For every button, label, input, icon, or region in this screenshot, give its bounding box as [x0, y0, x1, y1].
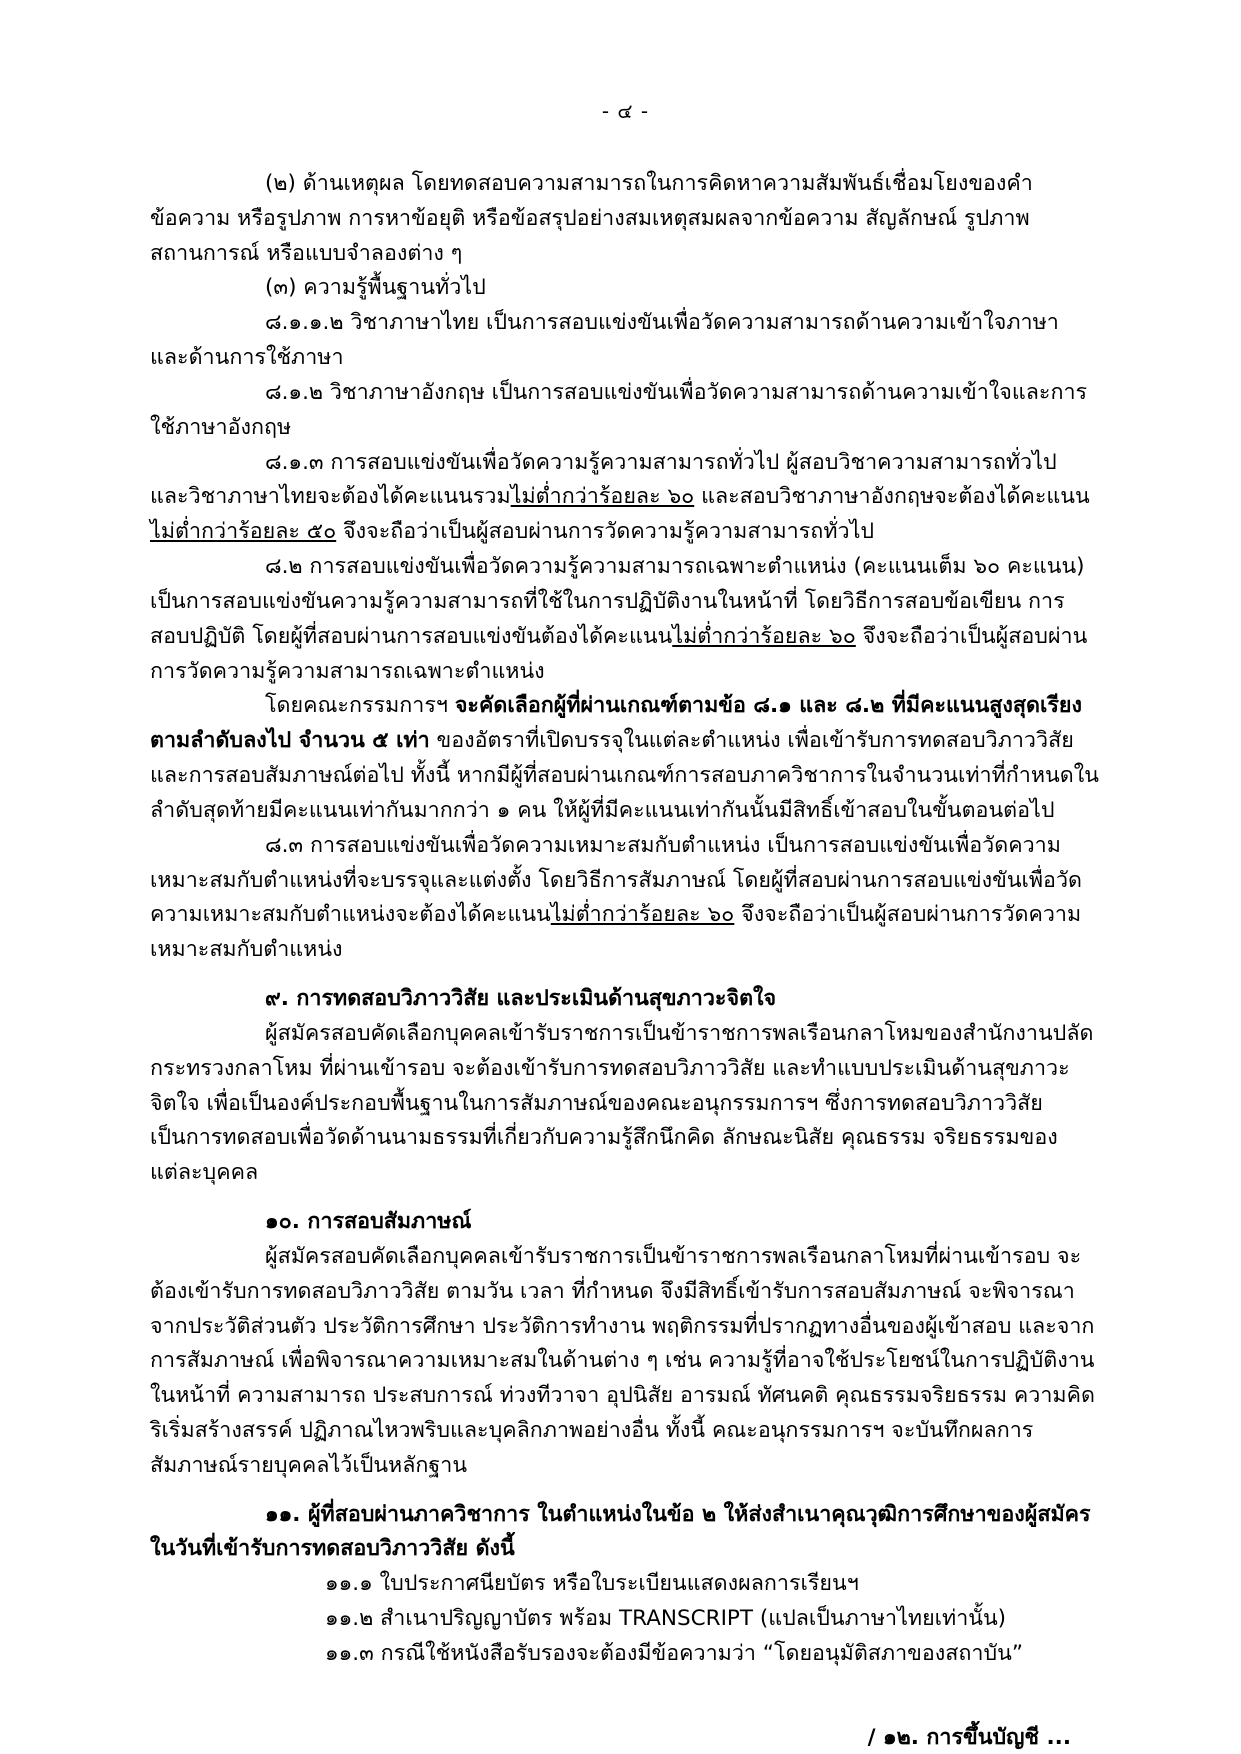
paragraph-suitability-exam: [150, 829, 1101, 968]
segment-text: ๘.๒ การสอบแข่งขันเพื่อวัดความรู้ความสามารถเฉพาะตำแหน่ง (คะแนนเต็ม ๖๐ คะแนน) เป็นการสอบแข่งขันความรู้ความสามารถที่ใช้ในการปฏิบัติงานในหน้าที่ โดยวิธีการสอบข้อเขียน การสอบปฏิบัติ โดยผู้ที่สอบผ่านการสอบแข่งขันต้องได้คะแนน: [150, 554, 1085, 649]
segment-text: ของอัตราที่เปิดบรรจุในแต่ละตำแหน่ง เพื่อเข้ารับการทดสอบวิภาววิสัยและการสอบสัมภาษณ์ต่อไป ทั้งนี้ หากมีผู้ที่สอบผ่านเกณฑ์การสอบภาควิชาการในจำนวนเท่าที่กำหนดในลำดับสุดท้ายมีคะแนนเท่ากันมากกว่า ๑ คน ให้ผู้ที่มีคะแนนเท่ากันนั้นมีสิทธิ์เข้าสอบในขั้นตอนต่อไป: [150, 728, 1099, 823]
footer-continuation-note: / ๑๒. การขึ้นบัญชี ...: [867, 1724, 1071, 1750]
paragraph-section-10-body: ผู้สมัครสอบคัดเลือกบุคคลเข้ารับราชการเป็นข้าราชการพลเรือนกลาโหมที่ผ่านเข้ารอบ จะต้องเข้ารับการทดสอบวิภาววิสัย ตามวัน เวลา ที่กำหนด จึงมีสิทธิ์เข้ารับการสอบสัมภาษณ์ จะพิจารณาจากประวัติส่วนตัว ประวัติการศึกษา ประวัติการทำงาน พฤติกรรมที่ปรากฏทางอื่นของผู้เข้าสอบ และจากการสัมภาษณ์ เพื่อพิจารณาความเหมาะสมในด้านต่าง ๆ เช่น ความรู้ที่อาจใช้ประโยชน์ในการปฏิบัติงานในหน้าที่ ความสามารถ ประสบการณ์ ท่วงทีวาจา อุปนิสัย อารมณ์ ทัศนคติ คุณธรรมจริยธรรม ความคิดริเริ่มสร้างสรรค์ ปฏิภาณไหวพริบและบุคลิกภาพอย่างอื่น ทั้งนี้ คณะอนุกรรมการฯ จะบันทึกผลการสัมภาษณ์รายบุคคลไว้เป็นหลักฐาน: [150, 1243, 1095, 1478]
segment-text: จึงจะถือว่าเป็นผู้สอบผ่านการวัดความรู้ความสามารถเฉพาะตำแหน่ง: [150, 623, 1088, 684]
paragraph-committee-selection: [150, 689, 1101, 828]
paragraph-item-11-3: ๑๑.๓ กรณีใช้หนังสือรับรองจะต้องมีข้อความว่า “โดยอนุมัติสภาของสถาบัน”: [325, 1640, 1023, 1666]
heading-section-11: ๑๑. ผู้ที่สอบผ่านภาควิชาการ ในตำแหน่งในข้อ ๒ ให้ส่งสำเนาคุณวุฒิการศึกษาของผู้สมัครในวันที่เข้ารับการทดสอบวิภาววิสัย ดังนี้: [150, 1501, 1091, 1562]
heading-section-9: ๙. การทดสอบวิภาววิสัย และประเมินด้านสุขภาวะจิตใจ: [265, 986, 777, 1012]
segment-text: ๘.๑.๓ การสอบแข่งขันเพื่อวัดความรู้ความสามารถทั่วไป ผู้สอบวิชาความสามารถทั่วไป และวิชาภาษาไทยจะต้องได้คะแนนรวม: [150, 449, 1057, 510]
paragraph-general-ability-scoring: [150, 446, 1101, 550]
page-number: - ๔ -: [601, 99, 650, 123]
paragraph-item-11-2: ๑๑.๒ สำเนาปริญญาบัตร พร้อม TRANSCRIPT (แปลเป็นภาษาไทยเท่านั้น): [325, 1606, 1007, 1632]
paragraph-reasoning-section: (๒) ด้านเหตุผล โดยทดสอบความสามารถในการคิดหาความสัมพันธ์เชื่อมโยงของคำ ข้อความ หรือรูปภาพ การหาข้อยุติ หรือข้อสรุปอย่างสมเหตุสมผลจากข้อความ สัญลักษณ์ รูปภาพ สถานการณ์ หรือแบบจำลองต่าง ๆ: [150, 171, 1033, 266]
segment-underlined-threshold-60: ไม่ต่ำกว่าร้อยละ ๖๐: [550, 902, 735, 928]
heading-section-10: ๑๐. การสอบสัมภาษณ์: [265, 1209, 472, 1235]
document-body: [150, 167, 1101, 1672]
paragraph-section-9-body: ผู้สมัครสอบคัดเลือกบุคคลเข้ารับราชการเป็นข้าราชการพลเรือนกลาโหมของสำนักงานปลัดกระทรวงกลาโหม ที่ผ่านเข้ารอบ จะต้องเข้ารับการทดสอบวิภาววิสัย และทำแบบประเมินด้านสุขภาวะจิตใจ เพื่อเป็นองค์ประกอบพื้นฐานในการสัมภาษณ์ของคณะอนุกรรมการฯ ซึ่งการทดสอบวิภาววิสัย เป็นการทดสอบเพื่อวัดด้านนามธรรมที่เกี่ยวกับความรู้สึกนึกคิด ลักษณะนิสัย คุณธรรม จริยธรรมของแต่ละบุคคล: [150, 1020, 1094, 1186]
segment-text: ๘.๓ การสอบแข่งขันเพื่อวัดความเหมาะสมกับตำแหน่ง เป็นการสอบแข่งขันเพื่อวัดความเหมาะสมกับตำแหน่งที่จะบรรจุและแต่งตั้ง โดยวิธีการสัมภาษณ์ โดยผู้ที่สอบผ่านการสอบแข่งขันเพื่อวัดความเหมาะสมกับตำแหน่งจะต้องได้คะแนน: [150, 832, 1082, 928]
segment-text: จึงจะถือว่าเป็นผู้สอบผ่านการวัดความเหมาะสมกับตำแหน่ง: [150, 902, 1082, 963]
paragraph-thai-language: ๘.๑.๑.๒ วิชาภาษาไทย เป็นการสอบแข่งขันเพื่อวัดความสามารถด้านความเข้าใจภาษา และด้านการใช้ภาษา: [150, 310, 1059, 371]
paragraph-position-specific-exam: [150, 550, 1101, 689]
segment-underlined-threshold-60: ไม่ต่ำกว่าร้อยละ ๖๐: [510, 484, 695, 510]
paragraph-general-knowledge: (๓) ความรู้พื้นฐานทั่วไป: [265, 275, 486, 301]
segment-text: โดยคณะกรรมการฯ: [265, 693, 455, 719]
segment-text: และสอบวิชาภาษาอังกฤษจะต้องได้คะแนน: [694, 484, 1090, 510]
segment-text: จึงจะถือว่าเป็นผู้สอบผ่านการวัดความรู้ความสามารถทั่วไป: [336, 519, 875, 545]
paragraph-english-language: ๘.๑.๒ วิชาภาษาอังกฤษ เป็นการสอบแข่งขันเพื่อวัดความสามารถด้านความเข้าใจและการใช้ภาษาอังกฤษ: [150, 379, 1088, 440]
paragraph-item-11-1: ๑๑.๑ ใบประกาศนียบัตร หรือใบระเบียนแสดงผลการเรียนฯ: [325, 1571, 859, 1597]
segment-underlined-threshold-60: ไม่ต่ำกว่าร้อยละ ๖๐: [672, 623, 856, 649]
segment-underlined-threshold-50: ไม่ต่ำกว่าร้อยละ ๕๐: [150, 519, 337, 545]
segment-bold-selection-rule: จะคัดเลือกผู้ที่ผ่านเกณฑ์ตามข้อ ๘.๑ และ ๘.๒ ที่มีคะแนนสูงสุดเรียงตามลำดับลงไป จำนวน ๕ เท่า: [150, 693, 1082, 754]
